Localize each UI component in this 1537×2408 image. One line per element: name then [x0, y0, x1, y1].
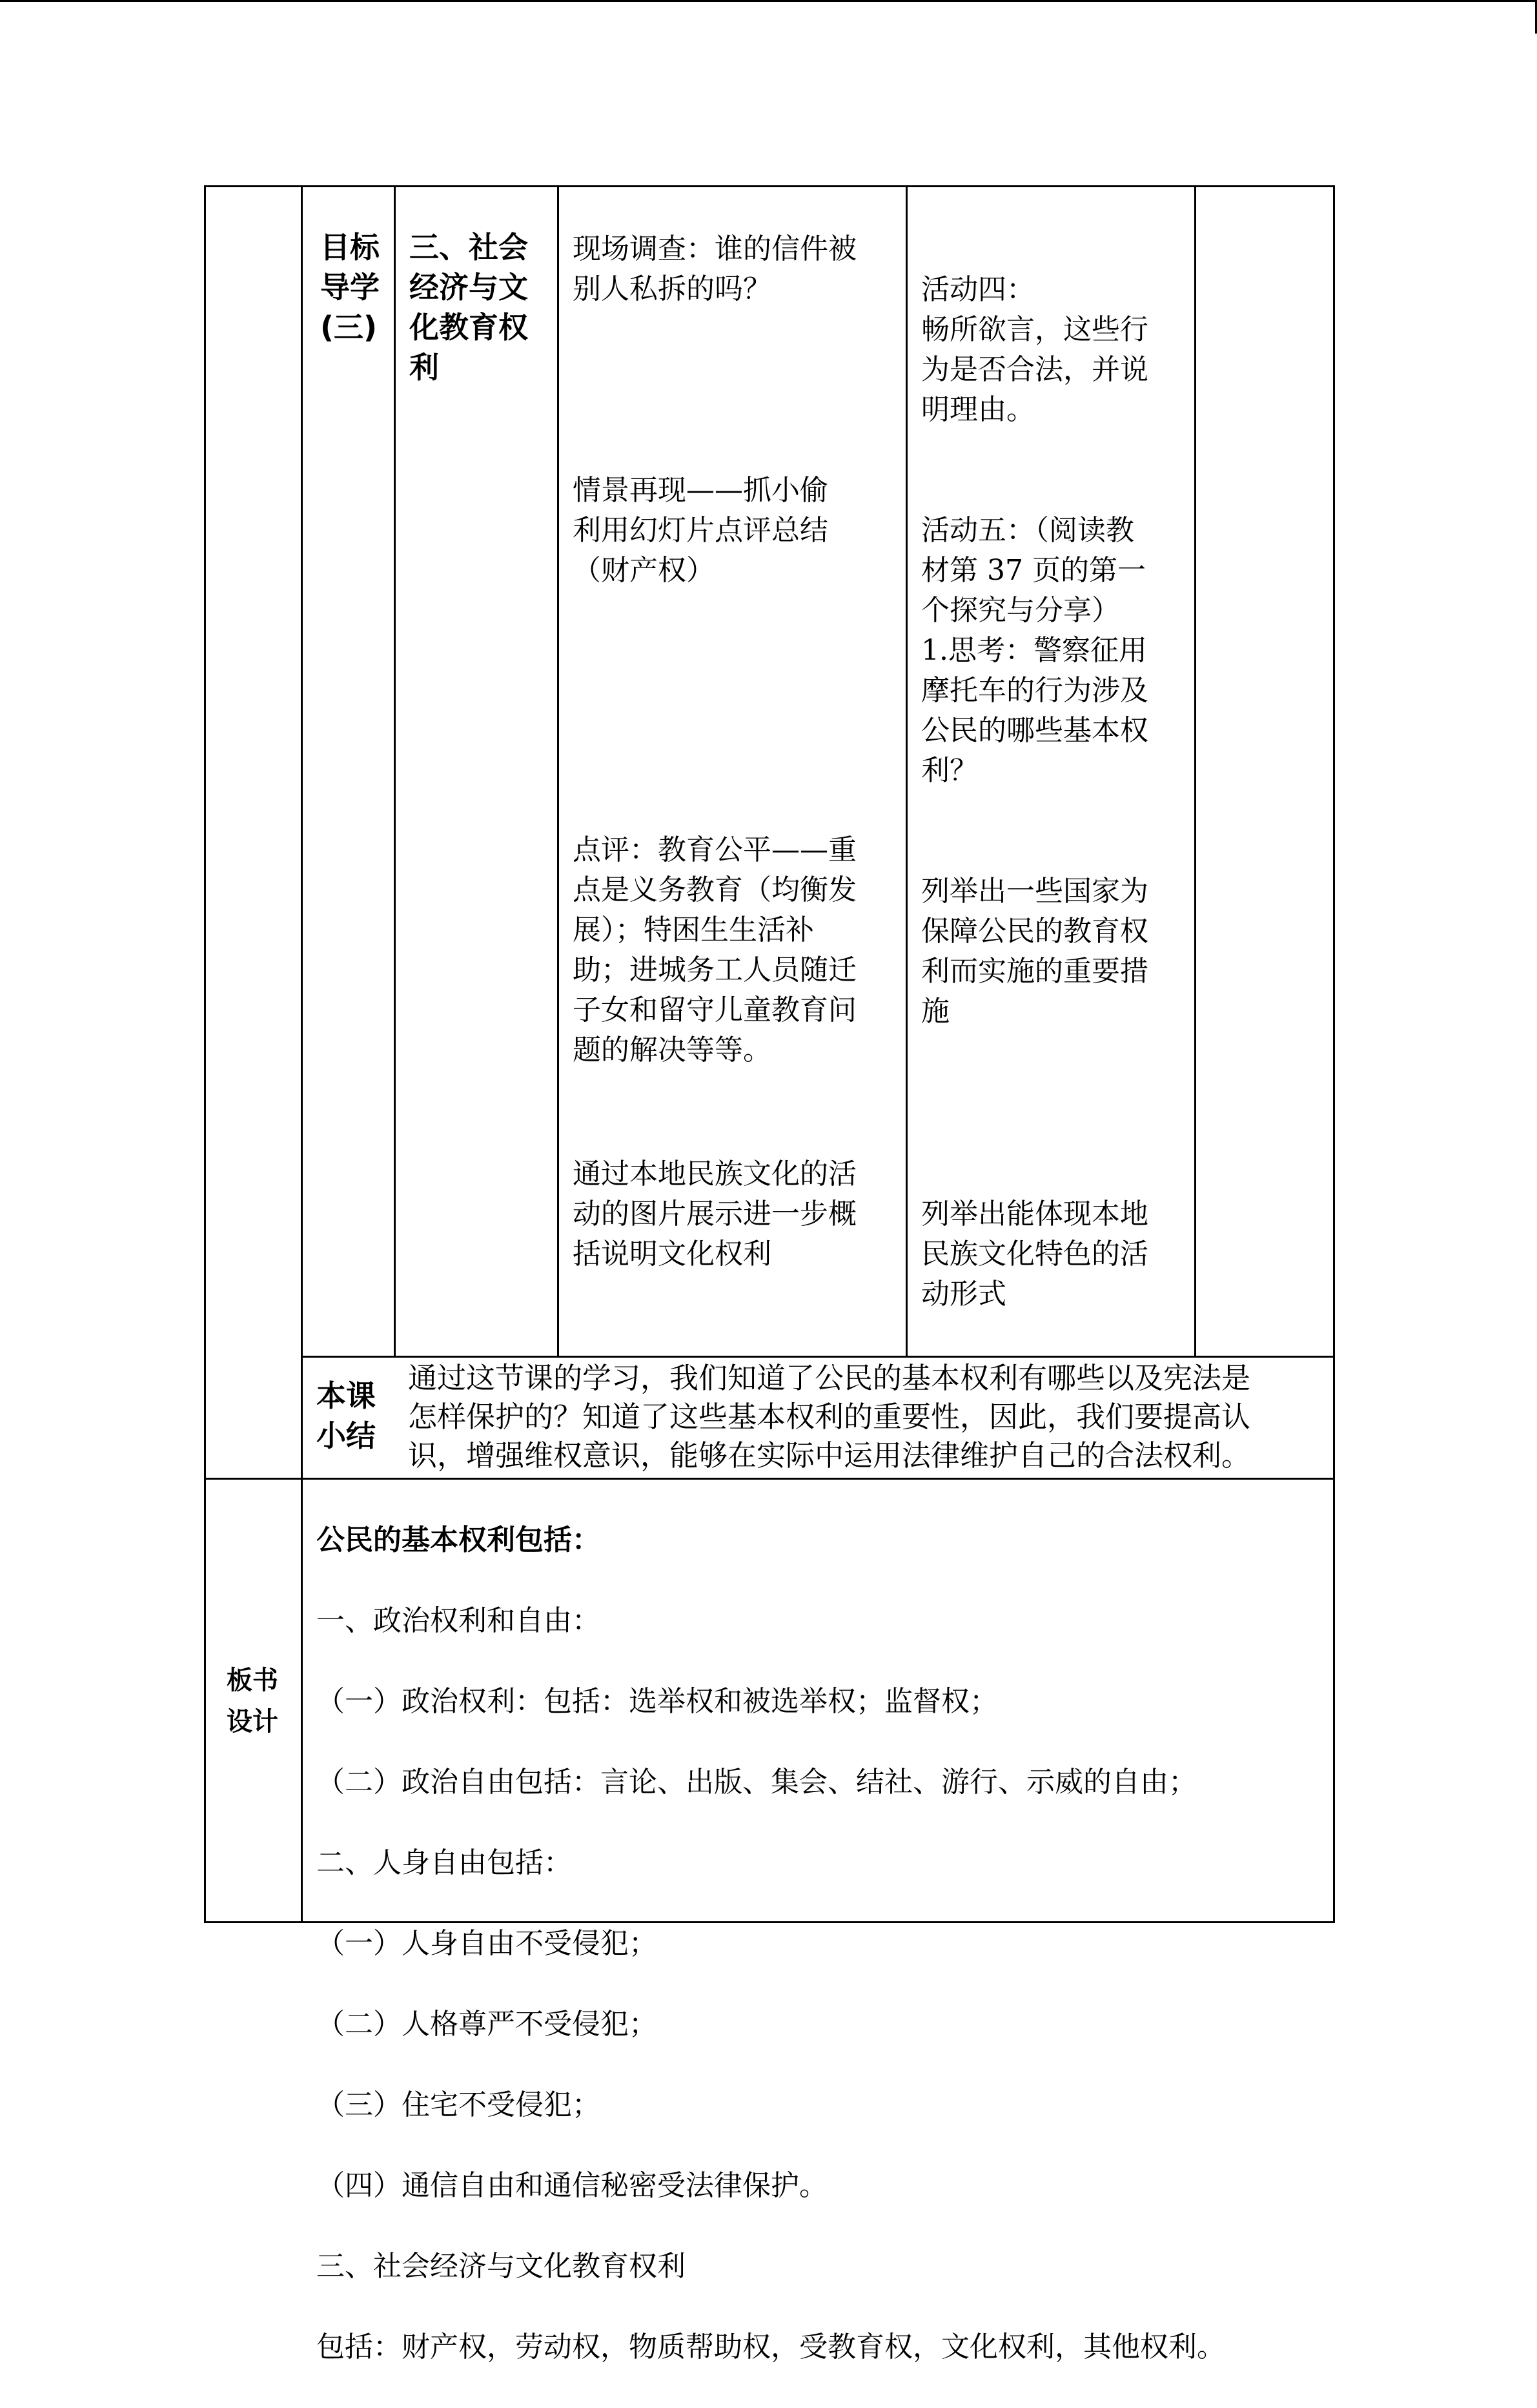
board-line: 三、社会经济与文化教育权利	[316, 2249, 686, 2283]
stage-label: 目标 导学 (三)	[320, 230, 380, 345]
summary-label: 本课 小结	[316, 1378, 376, 1453]
page-top-border	[0, 0, 1537, 2]
teacher-activity-1: 现场调查：谁的信件被 别人私拆的吗？	[573, 232, 857, 305]
col-divider-3	[557, 185, 559, 1358]
table-top-border	[204, 185, 1335, 187]
teacher-activity-2: 情景再现——抓小偷 利用幻灯片点评总结 （财产权）	[573, 474, 828, 587]
col-divider-5	[1194, 185, 1196, 1358]
board-line: （一）政治权利：包括：选举权和被选举权；监督权；	[316, 1684, 998, 1718]
stage-topic: 三、社会 经济与文 化教育权 利	[409, 230, 528, 385]
board-line: （一）人身自由不受侵犯；	[316, 1926, 657, 1960]
table-right-border	[1333, 185, 1335, 1923]
teacher-activity-4: 通过本地民族文化的活 动的图片展示进一步概 括说明文化权利	[573, 1158, 857, 1270]
student-activity-4: 列举出能体现本地 民族文化特色的活 动形式	[921, 1198, 1148, 1311]
board-line: （二）政治自由包括：言论、出版、集会、结社、游行、示威的自由；	[316, 1765, 1197, 1799]
board-line: 包括：财产权，劳动权，物质帮助权，受教育权，文化权利，其他权利。	[316, 2330, 1225, 2363]
board-line: （二）人格尊严不受侵犯；	[316, 2007, 657, 2041]
summary-text: 通过这节课的学习，我们知道了公民的基本权利有哪些以及宪法是 怎样保护的？知道了这些基本权利的重要性，因此，我们要提高认 识，增强维权意识，能够在实际中运用法律维护自己的合法权利。	[408, 1361, 1251, 1473]
teacher-activity-3: 点评：教育公平——重 点是义务教育（均衡发 展）；特困生生活补 助；进城务工人员随迁 子女和留守儿童教育问 题的解决等等。	[573, 833, 857, 1066]
board-line: 一、政治权利和自由：	[316, 1604, 600, 1637]
board-label: 板书 设计	[227, 1666, 278, 1737]
board-line: （三）住宅不受侵犯；	[316, 2088, 600, 2121]
row-divider-summary	[301, 1356, 1335, 1358]
board-line: 二、人身自由包括：	[316, 1846, 572, 1879]
col-divider-1	[301, 185, 303, 1923]
board-line: （四）通信自由和通信秘密受法律保护。	[316, 2168, 828, 2202]
board-content	[316, 1480, 1330, 2408]
col-divider-2	[394, 185, 396, 1358]
student-activity-2: 活动五：（阅读教 材第 37 页的第一 个探究与分享） 1.思考：警察征用 摩托车的行为涉及 公民的哪些基本权 利？	[921, 514, 1148, 787]
student-activity-1: 活动四： 畅所欲言，这些行 为是否合法，并说 明理由。	[921, 273, 1148, 426]
board-title: 公民的基本权利包括：	[316, 1523, 600, 1556]
col-divider-4	[906, 185, 908, 1358]
student-activity-3: 列举出一些国家为 保障公民的教育权 利而实施的重要措 施	[921, 875, 1148, 1028]
